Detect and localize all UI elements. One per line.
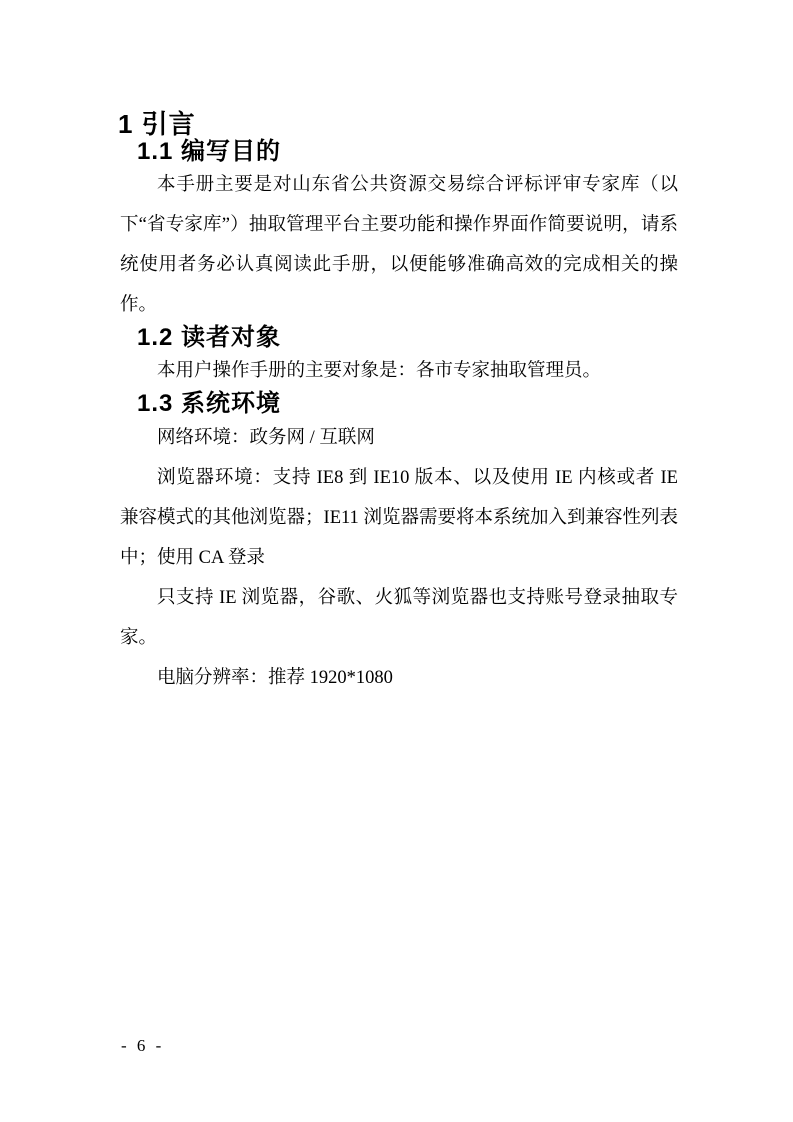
- paragraph-writing-purpose: 本手册主要是对山东省公共资源交易综合评标评审专家库（以下“省专家库”）抽取管理平台主要功能和操作界面作简要说明，请系统使用者务必认真阅读此手册，以便能够准确高效的完成相关的操作。: [120, 174, 678, 315]
- heading-target-readers: 1.2 读者对象: [137, 323, 282, 351]
- paragraph-ie-support-note: 只支持 IE 浏览器，谷歌、火狐等浏览器也支持账号登录抽取专家。: [120, 587, 678, 648]
- paragraph-network-environment: 网络环境：政务网 / 互联网: [157, 427, 375, 448]
- paragraph-target-readers: 本用户操作手册的主要对象是：各市专家抽取管理员。: [157, 361, 602, 382]
- heading-system-environment: 1.3 系统环境: [137, 390, 282, 418]
- heading-introduction: 1 引言: [118, 109, 196, 139]
- paragraph-screen-resolution: 电脑分辨率：推荐 1920*1080: [157, 667, 393, 688]
- heading-writing-purpose: 1.1 编写目的: [137, 137, 282, 165]
- page-number: - 6 -: [121, 1036, 165, 1055]
- paragraph-browser-environment: 浏览器环境：支持 IE8 到 IE10 版本、以及使用 IE 内核或者 IE 兼容模式的其他浏览器；IE11 浏览器需要将本系统加入到兼容性列表中；使用 CA 登录: [120, 467, 678, 568]
